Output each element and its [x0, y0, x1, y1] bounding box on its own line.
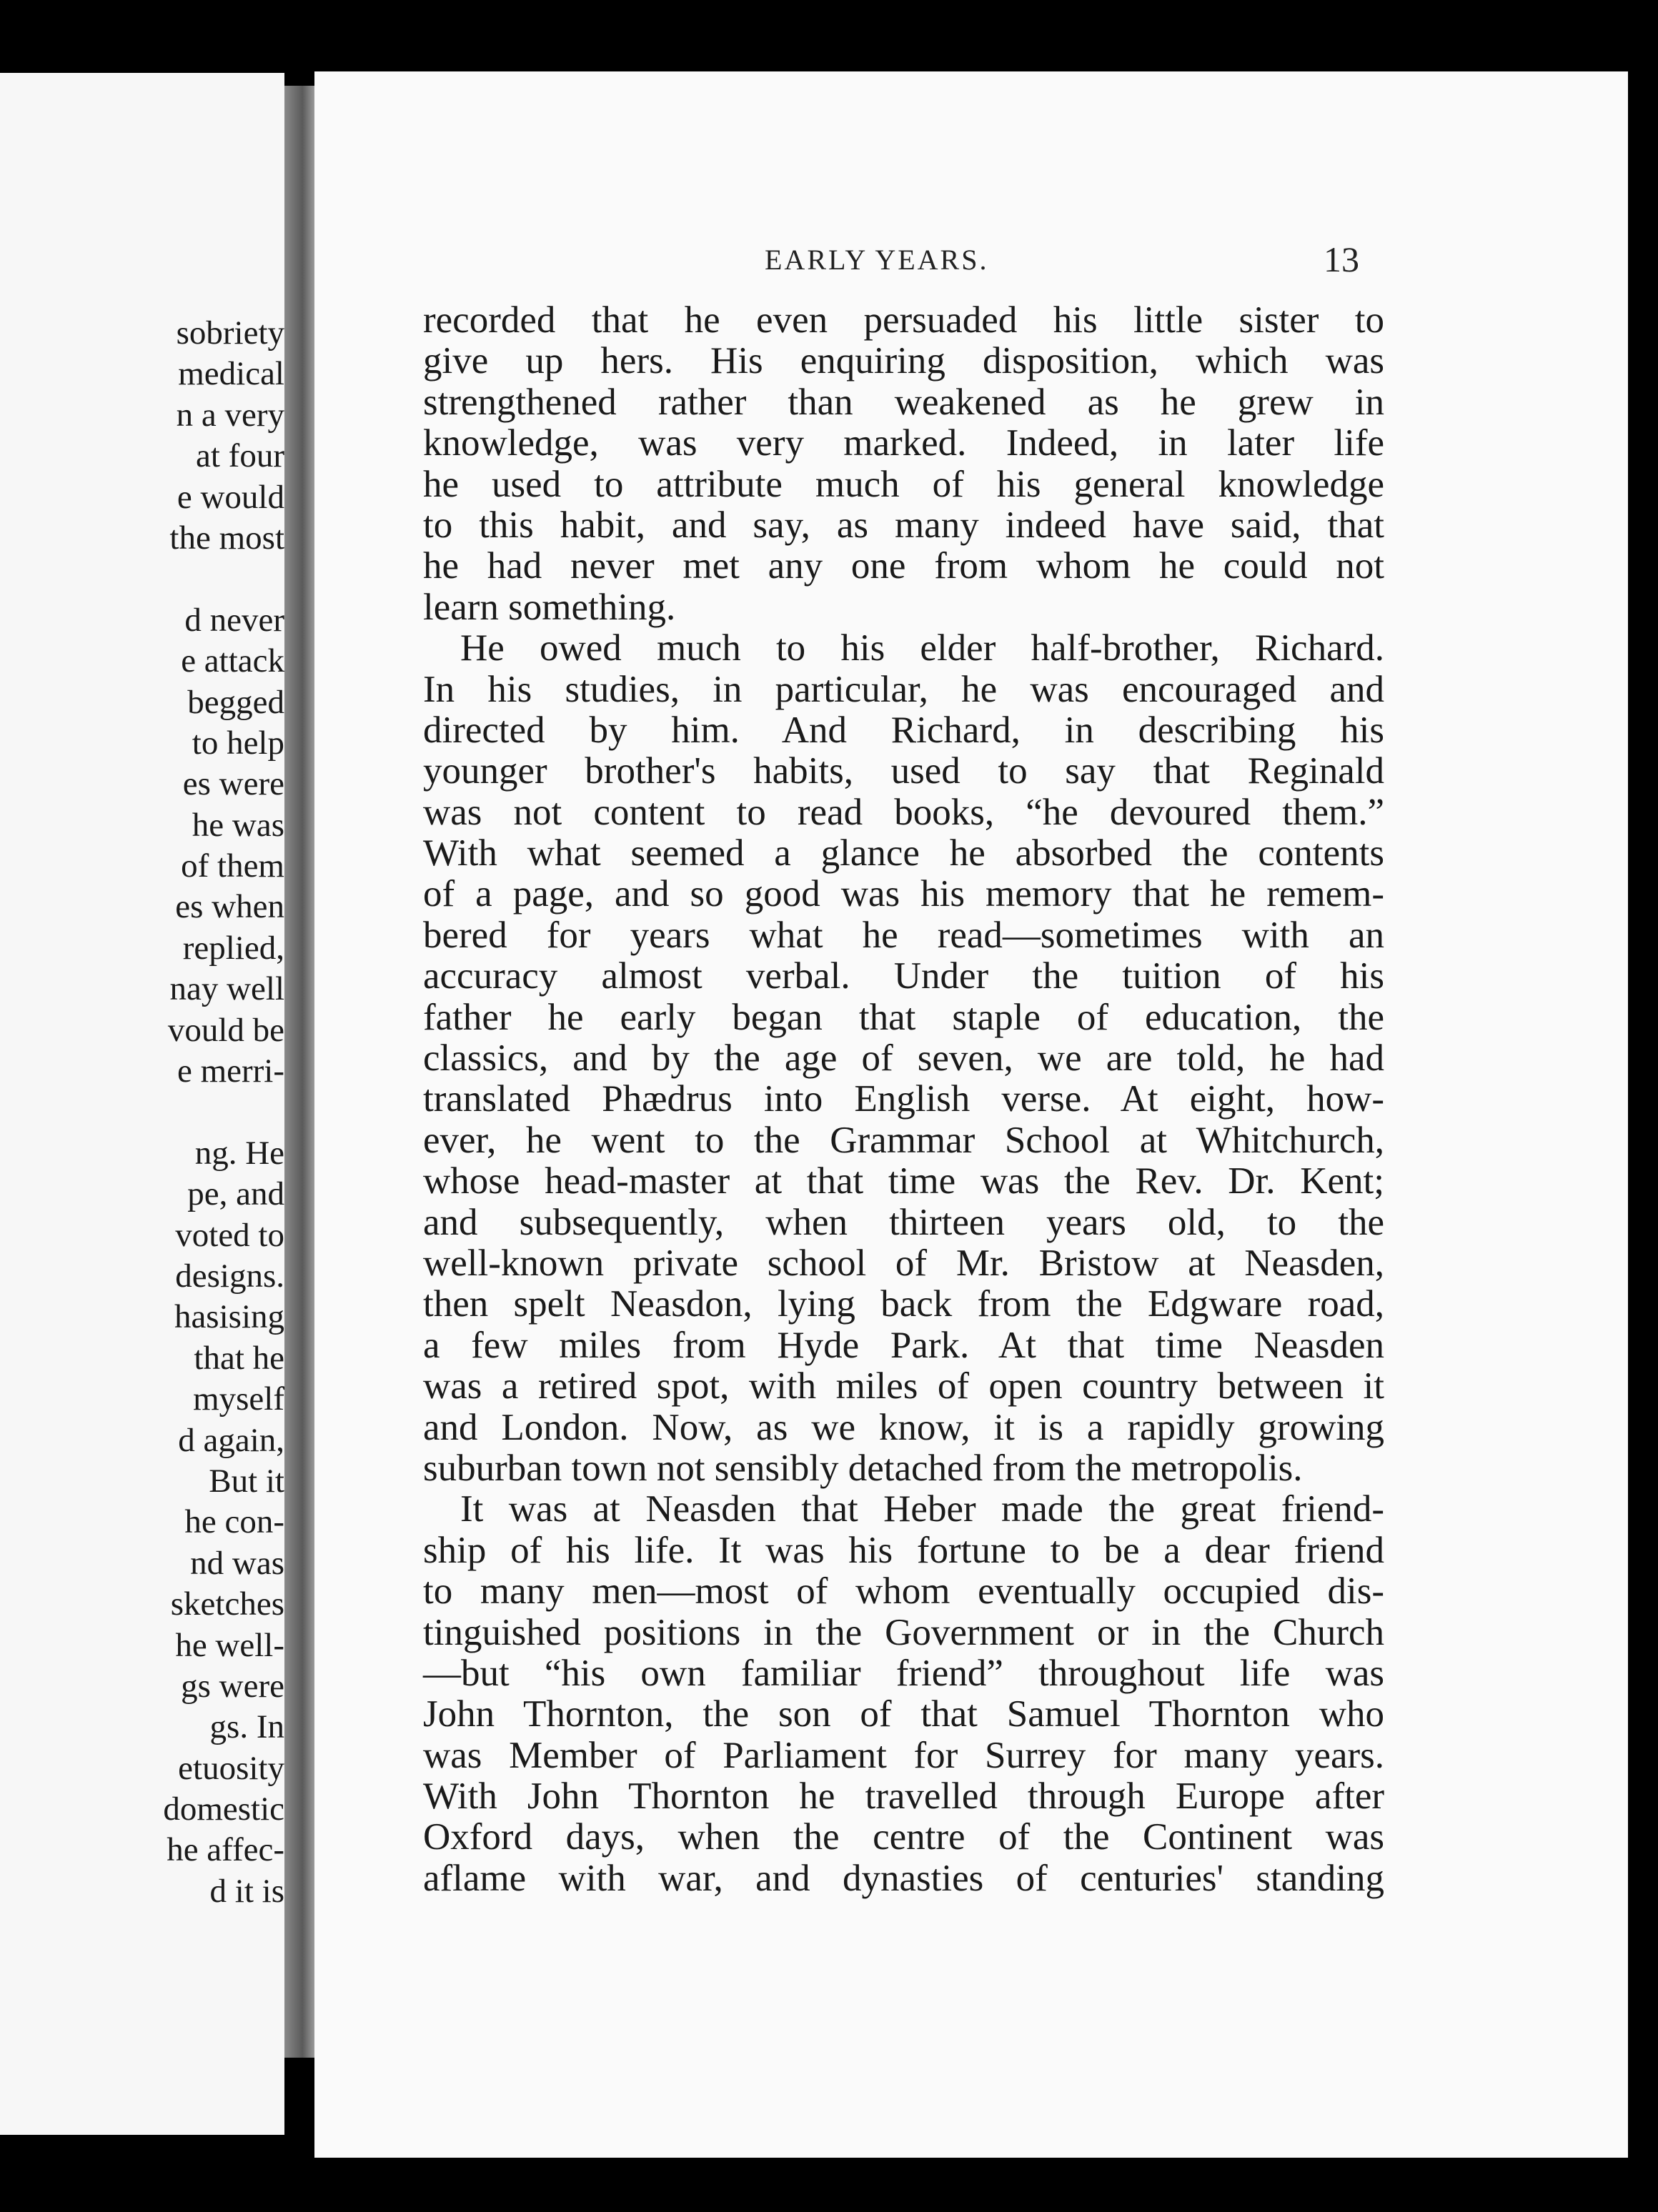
text-line: ship of his life. It was his fortune to be a dear friend: [423, 1529, 1384, 1571]
body-text: [423, 300, 1384, 1899]
left-page-line: pe, and: [187, 1175, 284, 1213]
left-page-line: of them: [181, 847, 284, 885]
left-page-text: [127, 313, 284, 1912]
left-page-line: es when: [175, 888, 284, 926]
text-line: then spelt Neasdon, lying back from the Edgware road,: [423, 1283, 1384, 1325]
text-line: accuracy almost verbal. Under the tuition of his: [423, 955, 1384, 997]
text-line: With John Thornton he travelled through Europe after: [423, 1775, 1384, 1818]
text-line: He owed much to his elder half-brother, Richard.: [460, 627, 1384, 669]
left-page-line: he was: [192, 806, 284, 844]
text-line: ever, he went to the Grammar School at Whitchurch,: [423, 1119, 1384, 1161]
text-line: and London. Now, as we know, it is a rapidly growing: [423, 1406, 1384, 1448]
left-page-line: that he: [194, 1339, 284, 1377]
text-line: a few miles from Hyde Park. At that time Neasden: [423, 1324, 1384, 1366]
text-line: tinguished positions in the Government or in the Church: [423, 1611, 1384, 1653]
text-line: was a retired spot, with miles of open country between it: [423, 1365, 1384, 1408]
left-page-line: e attack: [181, 642, 284, 680]
left-page-line: he affec-: [167, 1831, 284, 1869]
text-line: directed by him. And Richard, in describing his: [423, 709, 1384, 751]
left-page-line: gs. In: [209, 1708, 284, 1746]
left-page-line: [127, 559, 284, 599]
left-page-line: voted to: [175, 1216, 284, 1254]
left-page-line: the most: [169, 519, 284, 557]
text-line: knowledge, was very marked. Indeed, in later life: [423, 422, 1384, 464]
left-page-line: begged: [187, 683, 284, 721]
text-line: of a page, and so good was his memory that he remem-: [423, 873, 1384, 915]
left-page-line: But it: [209, 1462, 284, 1500]
left-page-line: gs were: [181, 1667, 284, 1705]
text-line: was Member of Parliament for Surrey for many years.: [423, 1734, 1384, 1776]
left-page-line: [127, 1092, 284, 1132]
text-line: bered for years what he read—sometimes with an: [423, 914, 1384, 956]
left-page-line: sobriety: [176, 314, 284, 352]
left-page-line: nd was: [190, 1544, 284, 1582]
text-line: whose head-master at that time was the Rev. Dr. Kent;: [423, 1160, 1384, 1202]
left-page-line: medical: [178, 355, 284, 393]
text-line: he had never met any one from whom he could not: [423, 545, 1384, 587]
text-line: —but “his own familiar friend” throughout life was: [423, 1652, 1384, 1694]
left-page-line: d again,: [178, 1421, 284, 1459]
left-page-line: d never: [184, 601, 284, 639]
text-line: younger brother's habits, used to say that Reginald: [423, 750, 1384, 792]
left-page-line: n a very: [176, 396, 284, 434]
left-page-line: at four: [196, 437, 284, 475]
text-line: John Thornton, the son of that Samuel Thornton who: [423, 1693, 1384, 1735]
page-header: [314, 239, 1628, 293]
left-page-line: e merri-: [177, 1052, 284, 1090]
book-gutter: [284, 86, 314, 2058]
text-line: translated Phædrus into English verse. At eight, how-: [423, 1078, 1384, 1120]
left-page-line: e would: [177, 478, 284, 516]
text-line: to many men—most of whom eventually occupied dis-: [423, 1570, 1384, 1613]
text-line: recorded that he even persuaded his little sister to: [423, 299, 1384, 341]
left-page-line: designs.: [175, 1257, 284, 1295]
text-line: father he early began that staple of education, the: [423, 996, 1384, 1038]
left-page-line: he con-: [184, 1503, 284, 1541]
text-line: strengthened rather than weakened as he grew in: [423, 381, 1384, 423]
text-line: well-known private school of Mr. Bristow at Neasden,: [423, 1242, 1384, 1284]
text-line: In his studies, in particular, he was encouraged and: [423, 668, 1384, 710]
left-page-line: myself: [193, 1380, 284, 1418]
left-page-line: d it is: [209, 1872, 284, 1910]
text-line: give up hers. His enquiring disposition, which was: [423, 340, 1384, 382]
left-page-line: es were: [182, 765, 284, 803]
left-page-line: he well-: [175, 1626, 284, 1664]
text-line: learn something.: [423, 586, 676, 628]
left-page-line: ng. He: [194, 1134, 284, 1172]
text-line: suburban town not sensibly detached from the metropolis.: [423, 1447, 1303, 1489]
text-line: With what seemed a glance he absorbed the contents: [423, 832, 1384, 875]
text-line: was not content to read books, “he devoured them.”: [423, 791, 1384, 833]
left-page-line: replied,: [182, 929, 284, 967]
left-page-line: domestic: [163, 1790, 284, 1828]
text-line: he used to attribute much of his general knowledge: [423, 463, 1384, 505]
left-page-line: to help: [192, 724, 284, 762]
left-page-line: hasising: [174, 1298, 284, 1336]
page-number: 13: [1324, 239, 1359, 279]
text-line: Oxford days, when the centre of the Continent was: [423, 1816, 1384, 1858]
text-line: aflame with war, and dynasties of centuries' standing: [423, 1857, 1384, 1899]
text-line: It was at Neasden that Heber made the great friend-: [460, 1488, 1384, 1530]
left-page-line: vould be: [167, 1011, 284, 1049]
right-page: [314, 71, 1628, 2158]
text-line: to this habit, and say, as many indeed have said, that: [423, 504, 1384, 546]
left-page-line: etuosity: [178, 1749, 284, 1787]
running-title: EARLY YEARS.: [765, 244, 989, 276]
left-page-line: nay well: [169, 970, 284, 1008]
text-line: and subsequently, when thirteen years old, to the: [423, 1201, 1384, 1243]
text-line: classics, and by the age of seven, we are told, he had: [423, 1037, 1384, 1080]
left-page-line: sketches: [170, 1585, 284, 1623]
left-page: [0, 73, 284, 2135]
